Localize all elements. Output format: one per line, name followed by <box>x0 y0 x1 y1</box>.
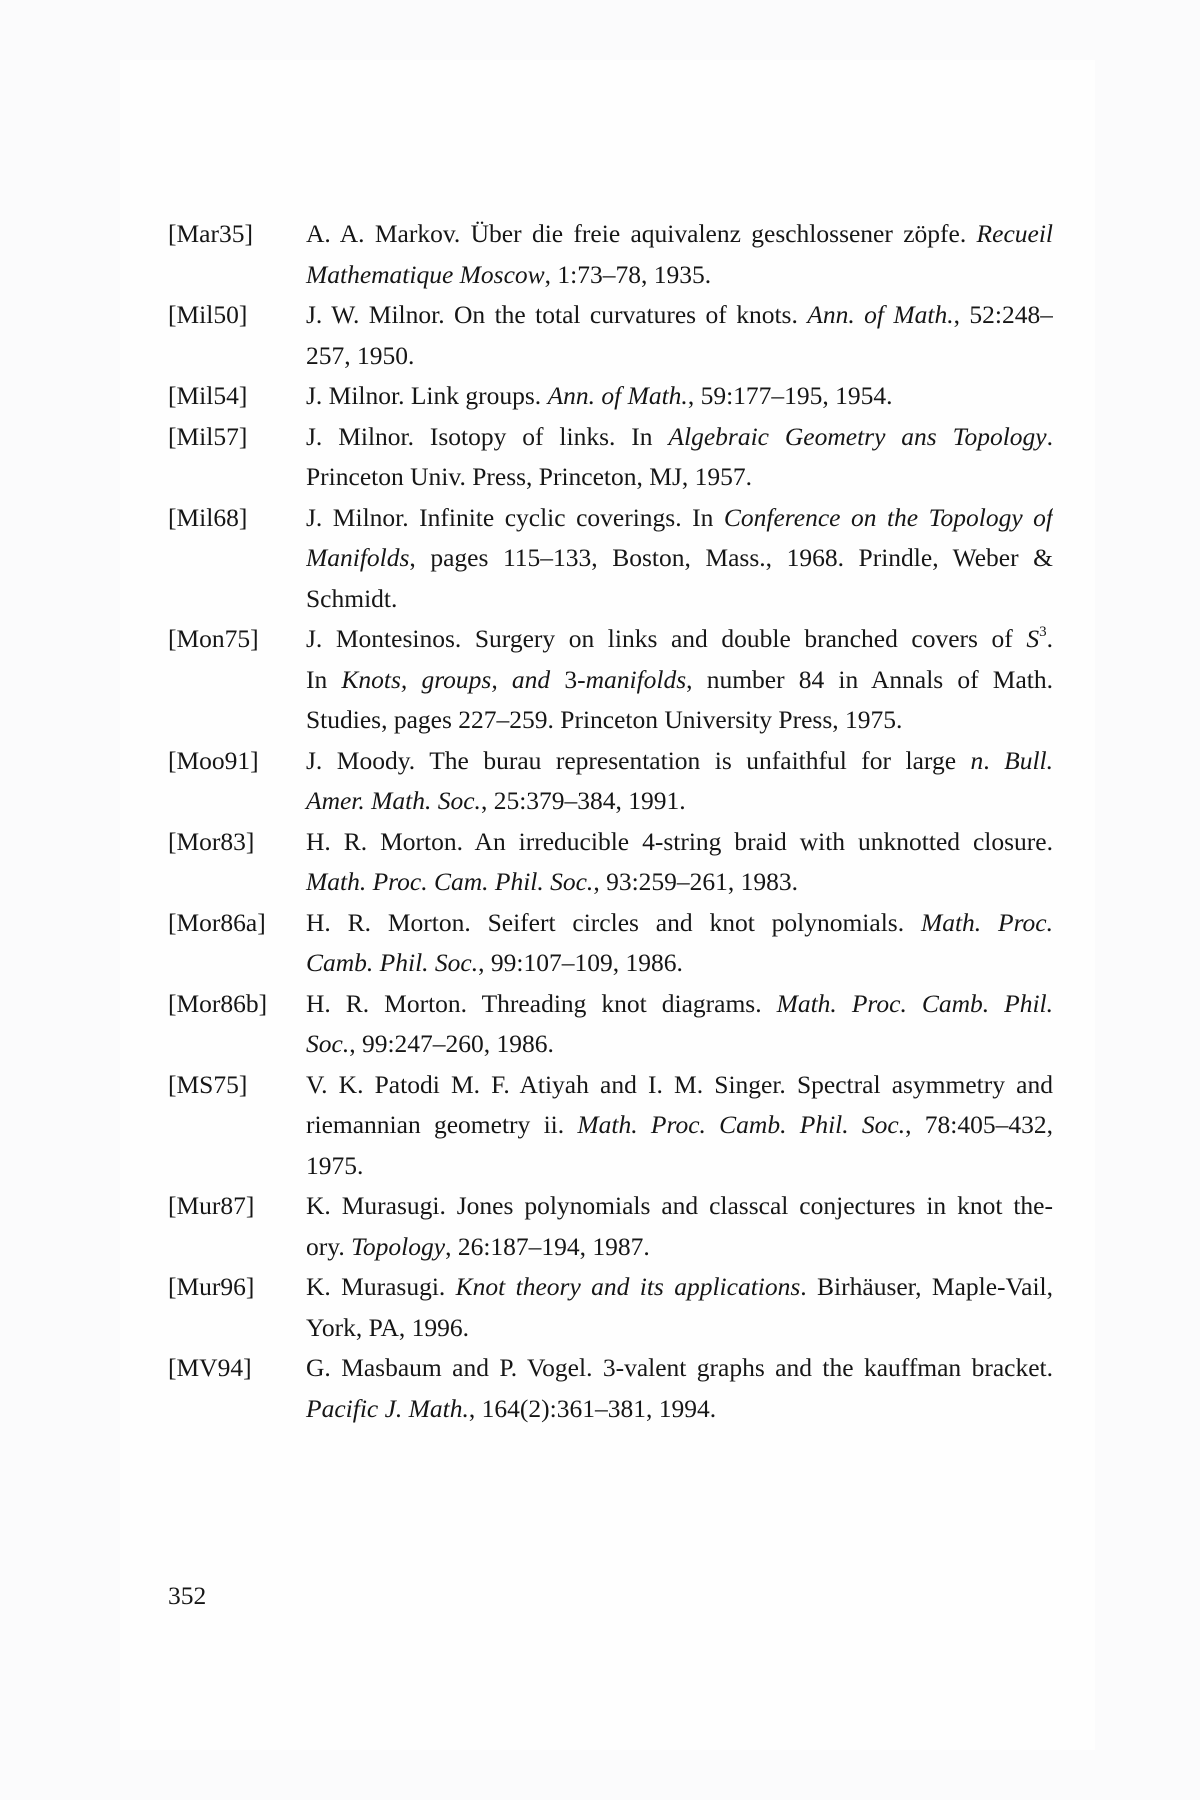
reference-line <box>306 336 1053 377</box>
reference-line <box>306 1308 1053 1349</box>
italic-text: Knot theory and its applications <box>455 1272 801 1301</box>
text-segment: 3- <box>564 664 586 694</box>
bibliography-list <box>0 214 1200 1429</box>
italic-text: manifolds <box>585 664 687 694</box>
text-segment: 257, 1950. <box>306 340 415 370</box>
italic-text: n <box>970 745 984 775</box>
reference-line <box>306 1186 1053 1227</box>
page-number: 352 <box>168 1581 207 1610</box>
reference-text <box>306 1186 1053 1267</box>
text-segment: , 93:259–261, 1983. <box>593 867 799 896</box>
reference-key: [Mar35] <box>168 219 253 248</box>
text-segment: , pages 115–133, Boston, Mass., 1968. Prindle, Weber & <box>409 543 1053 572</box>
reference-text <box>306 903 1053 984</box>
reference-text <box>306 822 1053 903</box>
reference-key: [Moo91] <box>168 745 259 775</box>
reference-line <box>306 1227 1053 1268</box>
italic-text: Math. Proc. <box>920 907 1053 937</box>
italic-text: Topology <box>351 1231 446 1261</box>
reference-text <box>306 376 1053 417</box>
text-segment: G. Masbaum and P. Vogel. 3-valent graphs and the kauffman bracket. <box>306 1353 1053 1382</box>
reference-line <box>306 984 1053 1025</box>
text-segment: H. R. Morton. An irreducible 4-string braid with unknotted closure. <box>306 826 1053 856</box>
text-segment: , 52:248– <box>953 300 1053 329</box>
text-segment: Princeton Univ. Press, Princeton, MJ, 1957. <box>306 462 752 491</box>
text-segment: , 59:177–195, 1954. <box>687 381 893 410</box>
reference-entry <box>0 741 1200 822</box>
reference-entry <box>0 822 1200 903</box>
italic-text: Bull. <box>1004 745 1053 775</box>
text-segment: . <box>1046 421 1053 451</box>
reference-line <box>306 417 1053 458</box>
reference-line <box>306 1348 1053 1389</box>
text-segment: J. Moody. The burau representation is unfaithful for large <box>306 745 971 775</box>
text-segment: York, PA, 1996. <box>306 1312 469 1342</box>
reference-entry <box>0 214 1200 295</box>
reference-line <box>306 862 1053 903</box>
reference-text <box>306 214 1053 295</box>
reference-key: [Mil57] <box>168 421 248 451</box>
reference-entry <box>0 1065 1200 1187</box>
text-segment: , 99:247–260, 1986. <box>349 1029 554 1058</box>
reference-line <box>306 255 1053 296</box>
reference-line <box>306 498 1053 539</box>
text-segment: J. Milnor. Link groups. <box>306 381 548 410</box>
text-segment: K. Murasugi. Jones polynomials and classcal conjectures in knot the- <box>306 1191 1053 1220</box>
text-segment: V. K. Patodi M. F. Atiyah and I. M. Singer. Spectral asymmetry and <box>306 1069 1053 1099</box>
text-segment: . <box>983 745 1005 775</box>
text-segment: K. Murasugi. <box>306 1272 456 1301</box>
text-segment: . <box>1046 624 1053 653</box>
reference-line <box>306 214 1053 255</box>
text-segment: J. Montesinos. Surgery on links and double branched covers of <box>306 624 1027 653</box>
reference-key: [Mur87] <box>168 1191 255 1220</box>
reference-line <box>306 741 1053 782</box>
text-segment: J. Milnor. Infinite cyclic coverings. In <box>306 502 724 532</box>
italic-text: Algebraic Geometry ans Topology <box>668 421 1047 451</box>
reference-text <box>306 619 1053 741</box>
text-segment: 1975. <box>306 1150 364 1180</box>
reference-entry <box>0 1267 1200 1348</box>
reference-text <box>306 417 1053 498</box>
italic-text: Ann. of Math. <box>547 381 688 410</box>
reference-key: [MV94] <box>168 1353 252 1382</box>
text-segment: H. R. Morton. Seifert circles and knot polynomials. <box>306 907 921 937</box>
reference-entry <box>0 619 1200 741</box>
text-segment: , 25:379–384, 1991. <box>480 786 686 815</box>
reference-key: [Mil50] <box>168 300 248 329</box>
text-segment: , 26:187–194, 1987. <box>445 1231 650 1261</box>
reference-line <box>306 822 1053 863</box>
reference-text <box>306 984 1053 1065</box>
reference-line <box>306 619 1053 660</box>
reference-key: [Mor86b] <box>168 988 268 1018</box>
text-segment: . Birhäuser, Maple-Vail, <box>800 1272 1053 1301</box>
reference-line <box>306 903 1053 944</box>
reference-entry <box>0 417 1200 498</box>
reference-line <box>306 781 1053 822</box>
reference-text <box>306 741 1053 822</box>
text-segment: Studies, pages 227–259. Princeton University Press, 1975. <box>306 705 903 734</box>
italic-text: Math. Proc. Camb. Phil. Soc. <box>577 1110 906 1139</box>
reference-line <box>306 700 1053 741</box>
reference-line <box>306 295 1053 336</box>
italic-text: Mathematique Moscow <box>306 259 545 289</box>
italic-text: S <box>1026 624 1040 653</box>
text-segment: ory. <box>306 1231 352 1261</box>
reference-line <box>306 1105 1053 1146</box>
reference-entry <box>0 1186 1200 1267</box>
italic-text: Conference on the Topology of <box>723 502 1053 532</box>
reference-key: [Mor86a] <box>168 907 266 937</box>
reference-key: [MS75] <box>168 1069 248 1099</box>
text-segment: H. R. Morton. Threading knot diagrams. <box>306 988 777 1018</box>
text-segment: Schmidt. <box>306 583 398 613</box>
reference-key: [Mon75] <box>168 624 259 653</box>
reference-entry <box>0 1348 1200 1429</box>
reference-entry <box>0 376 1200 417</box>
reference-line <box>306 943 1053 984</box>
reference-entry <box>0 498 1200 620</box>
reference-text <box>306 1065 1053 1187</box>
reference-key: [Mor83] <box>168 826 255 856</box>
reference-line <box>306 1024 1053 1065</box>
text-segment: , 164(2):361–381, 1994. <box>468 1393 717 1423</box>
text-segment: , 1:73–78, 1935. <box>544 259 712 289</box>
reference-entry <box>0 295 1200 376</box>
italic-text: Manifolds <box>306 543 410 572</box>
text-segment: J. W. Milnor. On the total curvatures of knots. <box>306 300 808 329</box>
reference-entry <box>0 903 1200 984</box>
text-segment: , 78:405–432, <box>905 1110 1053 1139</box>
reference-line <box>306 1389 1053 1430</box>
text-segment: A. A. Markov. Über die freie aquivalenz geschlossener zöpfe. <box>306 219 977 248</box>
italic-text: Camb. Phil. Soc. <box>306 948 479 977</box>
italic-text: Knots, groups, and <box>341 664 565 694</box>
reference-line <box>306 660 1053 701</box>
reference-key: [Mil68] <box>168 502 248 532</box>
italic-text: Math. Proc. Cam. Phil. Soc. <box>306 867 594 896</box>
reference-text <box>306 295 1053 376</box>
reference-key: [Mur96] <box>168 1272 255 1301</box>
italic-text: Amer. Math. Soc. <box>306 786 481 815</box>
italic-text: Ann. of Math. <box>807 300 954 329</box>
italic-text: Pacific J. Math. <box>306 1393 469 1423</box>
reference-line <box>306 538 1053 579</box>
reference-text <box>306 498 1053 620</box>
text-segment: In <box>306 664 342 694</box>
italic-text: Recueil <box>976 219 1053 248</box>
reference-line <box>306 376 1053 417</box>
reference-line <box>306 457 1053 498</box>
reference-entry <box>0 984 1200 1065</box>
text-segment: , 99:107–109, 1986. <box>478 948 683 977</box>
reference-text <box>306 1348 1053 1429</box>
text-segment: , number 84 in Annals of Math. <box>686 664 1053 694</box>
text-segment: riemannian geometry ii. <box>306 1110 578 1139</box>
reference-line <box>306 1267 1053 1308</box>
text-segment: 3 <box>1039 624 1047 640</box>
reference-line <box>306 579 1053 620</box>
reference-key: [Mil54] <box>168 381 248 410</box>
reference-text <box>306 1267 1053 1348</box>
italic-text: Soc. <box>306 1029 350 1058</box>
reference-line <box>306 1146 1053 1187</box>
reference-line <box>306 1065 1053 1106</box>
italic-text: Math. Proc. Camb. Phil. <box>776 988 1053 1018</box>
text-segment: J. Milnor. Isotopy of links. In <box>306 421 669 451</box>
